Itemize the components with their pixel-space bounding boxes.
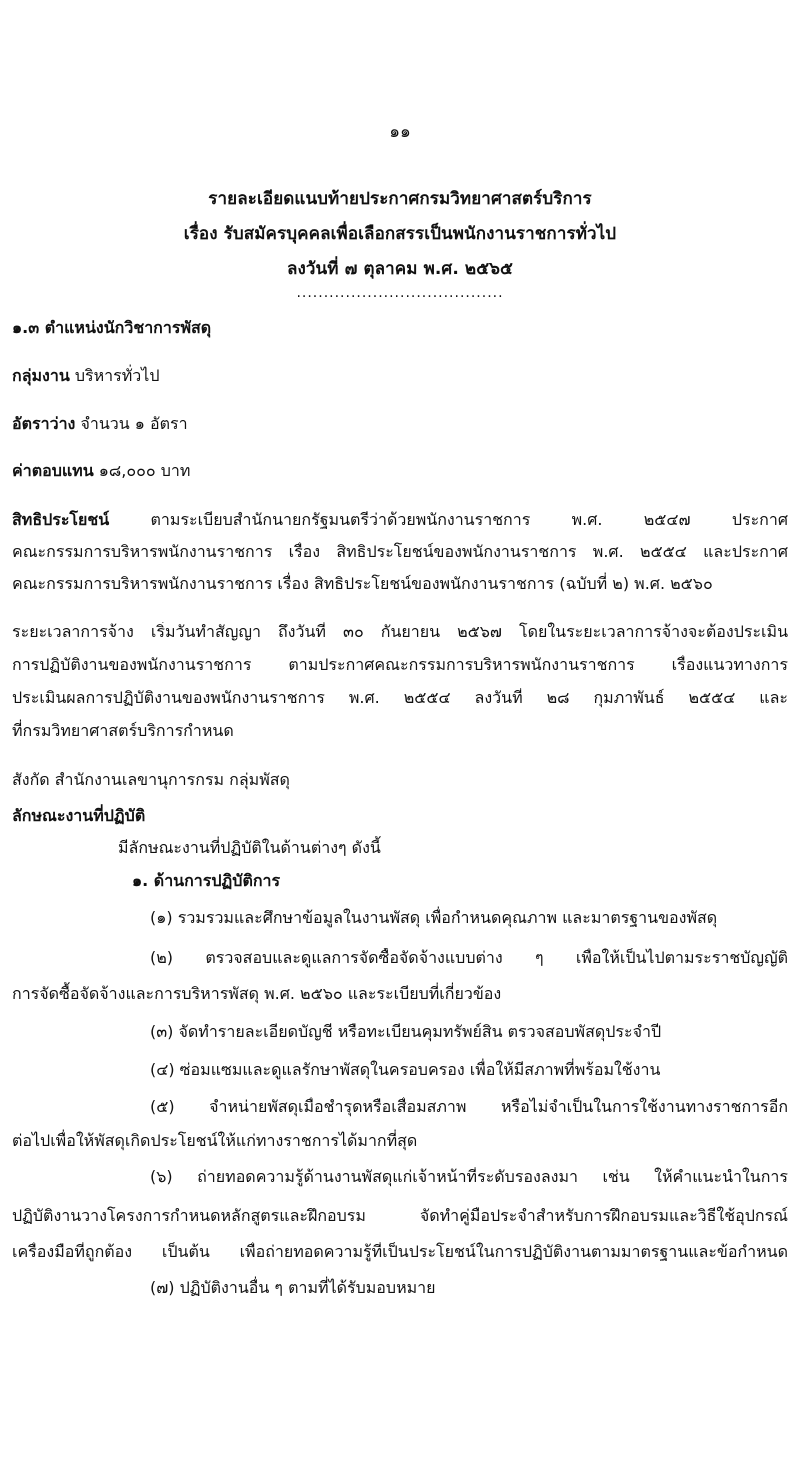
vacancy-value: จำนวน ๑ อัตรา [80, 414, 188, 433]
duty-item-2-line-2: การจัดซื้อจัดจ้างและการบริหารพัสดุ พ.ศ. ๒๕๖๐ และระเบียบที่เกี่ยวข้อง [12, 984, 502, 1003]
header-divider: ...................................... [296, 285, 504, 301]
benefits-line-1 [12, 510, 788, 530]
salary-value: ๑๘,๐๐๐ บาท [98, 461, 191, 480]
duty-item-4: (๔) ซ่อมแซมและดูแลรักษาพัสดุในครอบครอง เพื่อให้มีสภาพที่พร้อมใช้งาน [150, 1060, 661, 1079]
vacancy-row [12, 414, 188, 434]
salary-label: ค่าตอบแทน [12, 461, 94, 480]
duty-item-6-line-3: เครื่องมือที่ถูกต้อง เป็นต้น เพื่อถ่ายทอดความรู้ที่เป็นประโยชน์ในการปฏิบัติงานตามมาตรฐานและข้อกำหนด [12, 1242, 788, 1261]
duty-item-2-line-1: (๒) ตรวจสอบและดูแลการจัดซื้อจัดจ้างแบบต่าง ๆ เพื่อให้เป็นไปตามระราชบัญญัติ [150, 948, 788, 967]
benefits-line-3: คณะกรรมการบริหารพนักงานราชการ เรื่อง สิทธิประโยชน์ของพนักงานราชการ (ฉบับที่ ๒) พ.ศ. ๒๕๖๐ [12, 574, 713, 593]
page-number: ๑๑ [389, 122, 411, 142]
header-date-line: ลงวันที่ ๗ ตุลาคม พ.ศ. ๒๕๖๕ [286, 259, 514, 279]
duties-intro: มีลักษณะงานที่ปฏิบัติในด้านต่างๆ ดังนี้ [118, 838, 381, 857]
header-title-line-1: รายละเอียดแนบท้ายประกาศกรมวิทยาศาสตร์บริการ [208, 189, 592, 209]
duties-title: ลักษณะงานที่ปฏิบัติ [12, 806, 146, 825]
period-line-4: ที่กรมวิทยาศาสตร์บริการกำหนด [12, 721, 234, 740]
period-line-1: ระยะเวลาการจ้าง เริ่มวันทำสัญญา ถึงวันที่ ๓๐ กันยายน ๒๕๖๗ โดยในระยะเวลาการจ้างจะต้องประเมิน [12, 622, 788, 641]
vacancy-label: อัตราว่าง [12, 414, 76, 433]
header-title-line-2: เรื่อง รับสมัครบุคคลเพื่อเลือกสรรเป็นพนักงานราชการทั่วไป [183, 224, 617, 244]
duty-item-5-line-2: ต่อไปเพื่อให้พัสดุเกิดประโยชน์ให้แก่ทางราชการได้มากที่สุด [12, 1131, 418, 1150]
benefits-text-1: ตามระเบียบสำนักนายกรัฐมนตรีว่าด้วยพนักงานราชการ พ.ศ. ๒๕๔๗ ประกาศ [150, 510, 788, 529]
benefits-label: สิทธิประโยชน์ [12, 510, 110, 529]
duty-item-6-line-1: (๖) ถ่ายทอดความรู้ด้านงานพัสดุแก่เจ้าหน้าที่ระดับรองลงมา เช่น ให้คำแนะนำในการ [150, 1167, 788, 1186]
duty-item-7: (๗) ปฏิบัติงานอื่น ๆ ตามที่ได้รับมอบหมาย [150, 1278, 436, 1297]
duty-item-1: (๑) รวมรวมและศึกษาข้อมูลในงานพัสดุ เพื่อกำหนดคุณภาพ และมาตรฐานของพัสดุ [150, 908, 718, 927]
period-line-3: ประเมินผลการปฏิบัติงานของพนักงานราชการ พ.ศ. ๒๕๕๔ ลงวันที่ ๒๘ กุมภาพันธ์ ๒๕๕๔ และ [12, 688, 788, 707]
salary-row [12, 461, 190, 481]
group-label: กลุ่มงาน [12, 366, 70, 385]
benefits-line-2: คณะกรรมการบริหารพนักงานราชการ เรื่อง สิทธิประโยชน์ของพนักงานราชการ พ.ศ. ๒๕๕๔ และประกาศ [12, 542, 788, 561]
duty-item-5-line-1: (๕) จำหน่ายพัสดุเมื่อชำรุดหรือเสื่อมสภาพ หรือไม่จำเป็นในการใช้งานทางราชการอีก [150, 1097, 788, 1116]
duty-item-3: (๓) จัดทำรายละเอียดบัญชี หรือทะเบียนคุมทรัพย์สิน ตรวจสอบพัสดุประจำปี [150, 1022, 662, 1041]
group-value: บริหารทั่วไป [74, 366, 160, 385]
affiliation: สังกัด สำนักงานเลขานุการกรม กลุ่มพัสดุ [12, 770, 290, 789]
group-row [12, 366, 159, 386]
duties-section-1: ๑. ด้านการปฏิบัติการ [132, 871, 281, 890]
period-line-2: การปฏิบัติงานของพนักงานราชการ ตามประกาศคณะกรรมการบริหารพนักงานราชการ เรื่องแนวทางการ [12, 655, 788, 674]
position-title: ๑.๓ ตำแหน่งนักวิชาการพัสดุ [12, 318, 212, 337]
duty-item-6-line-2: ปฏิบัติงานวางโครงการกำหนดหลักสูตรและฝึกอบรม จัดทำคู่มือประจำสำหรับการฝึกอบรมและวิธีใช้อุปกรณ์ [12, 1206, 788, 1225]
